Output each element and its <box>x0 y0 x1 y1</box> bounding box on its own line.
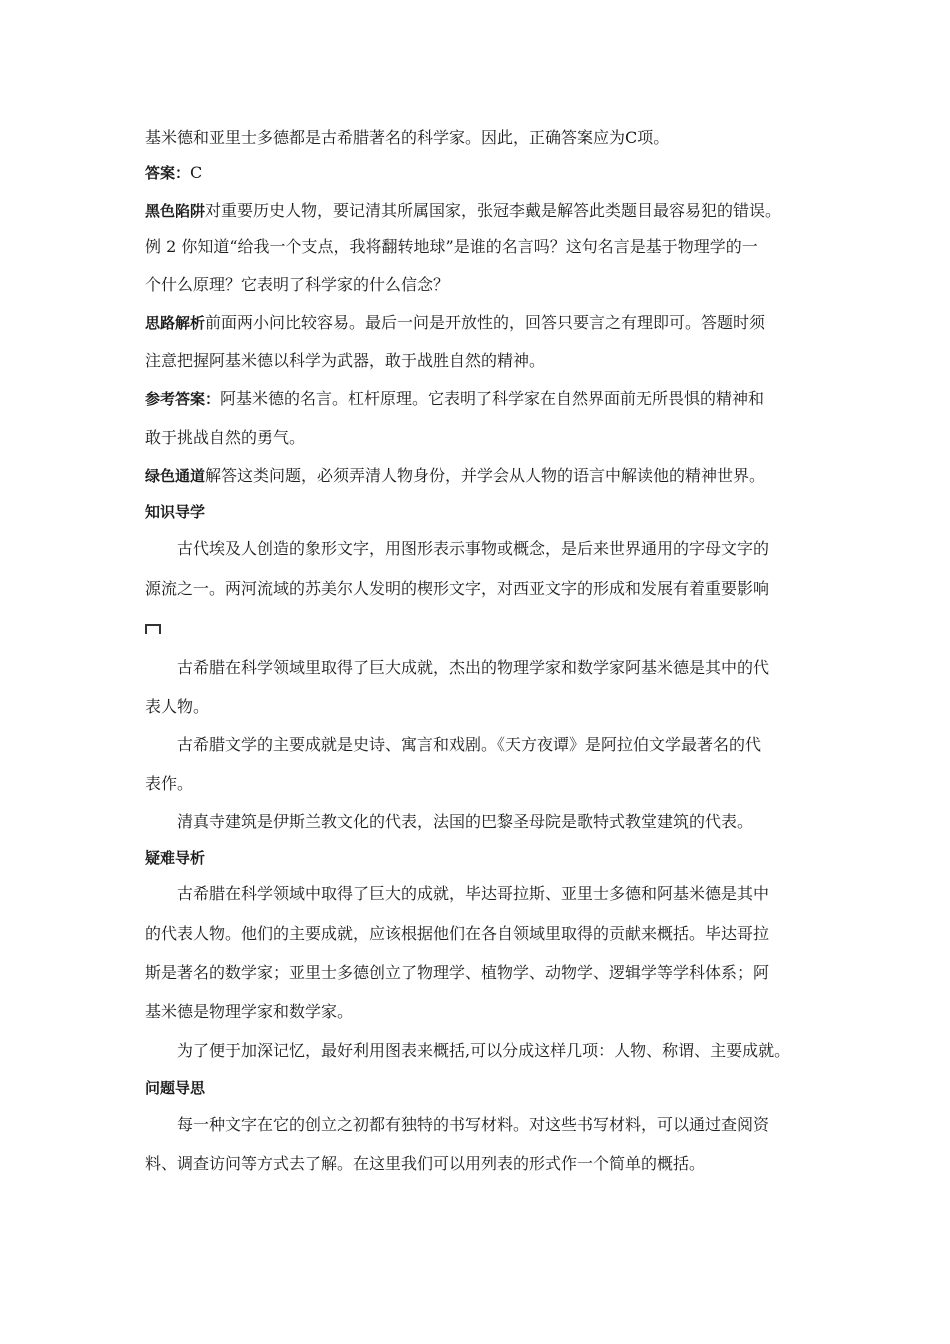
green-line <box>145 466 825 486</box>
green-label: 绿色通道 <box>145 467 206 485</box>
reference-line <box>145 389 825 409</box>
answer-label: 答案： <box>145 164 191 182</box>
paragraph-line: 基米德是物理学家和数学家。 <box>145 1002 354 1021</box>
paragraph-line: 古代埃及人创造的象形文字，用图形表示事物或概念，是后来世界通用的字母文字的 <box>177 539 770 558</box>
section-title: 疑难导析 <box>145 849 206 867</box>
paragraph-line: 的代表人物。他们的主要成就，应该根据他们在各自领域里取得的贡献来概括。毕达哥拉 <box>145 924 770 943</box>
paragraph-line: 表人物。 <box>145 697 210 716</box>
paragraph-line: 表作。 <box>145 774 194 793</box>
analysis-label: 思路解析 <box>145 314 206 332</box>
paragraph-line: 料、调查访问等方式去了解。在这里我们可以用列表的形式作一个简单的概括。 <box>145 1154 706 1173</box>
analysis-text: 前面两小问比较容易。最后一问是开放性的，回答只要言之有理即可。答题时须 <box>205 313 766 332</box>
reference-label: 参考答案： <box>145 390 221 408</box>
example-line: 例 2 你知道“给我一个支点，我将翻转地球”是谁的名言吗？这句名言是基于物理学的一 <box>145 237 758 256</box>
section-title: 知识导学 <box>145 503 206 521</box>
section-title: 问题导思 <box>145 1079 206 1097</box>
analysis-line <box>145 313 825 333</box>
reference-text: 阿基米德的名言。杠杆原理。它表明了科学家在自然界面前无所畏惧的精神和 <box>220 389 765 408</box>
paragraph-line: 古希腊在科学领域中取得了巨大的成就，毕达哥拉斯、亚里士多德和阿基米德是其中 <box>177 884 770 903</box>
reference-line: 敢于挑战自然的勇气。 <box>145 428 306 447</box>
paragraph-line: 为了便于加深记忆，最好利用图表来概括,可以分成这样几项：人物、称谓、主要成就。 <box>177 1041 791 1060</box>
answer-line <box>145 163 825 183</box>
green-text: 解答这类问题，必须弄清人物身份，并学会从人物的语言中解读他的精神世界。 <box>205 466 766 485</box>
trap-text: 对重要历史人物，要记清其所属国家，张冠李戴是解答此类题目最容易犯的错误。 <box>205 201 782 220</box>
paragraph-line: 每一种文字在它的创立之初都有独特的书写材料。对这些书写材料，可以通过查阅资 <box>177 1115 770 1134</box>
text-line: 基米德和亚里士多德都是古希腊著名的科学家。因此，正确答案应为C项。 <box>145 128 670 147</box>
paragraph-line: 斯是著名的数学家；亚里士多德创立了物理学、植物学、动物学、逻辑学等学科体系；阿 <box>145 963 770 982</box>
text-fragment-mark <box>145 624 159 634</box>
paragraph-line: 古希腊在科学领域里取得了巨大成就，杰出的物理学家和数学家阿基米德是其中的代 <box>177 658 770 677</box>
answer-value: C <box>190 163 203 182</box>
paragraph-line: 古希腊文学的主要成就是史诗、寓言和戏剧。《天方夜谭》是阿拉伯文学最著名的代 <box>177 735 762 754</box>
analysis-line: 注意把握阿基米德以科学为武器，敢于战胜自然的精神。 <box>145 351 546 370</box>
example-line: 个什么原理？它表明了科学家的什么信念？ <box>145 275 450 294</box>
trap-label: 黑色陷阱 <box>145 202 206 220</box>
paragraph-line: 清真寺建筑是伊斯兰教文化的代表，法国的巴黎圣母院是歌特式教堂建筑的代表。 <box>177 812 754 831</box>
paragraph-line: 源流之一。两河流域的苏美尔人发明的楔形文字，对西亚文字的形成和发展有着重要影响 <box>145 579 770 598</box>
trap-line <box>145 201 825 221</box>
